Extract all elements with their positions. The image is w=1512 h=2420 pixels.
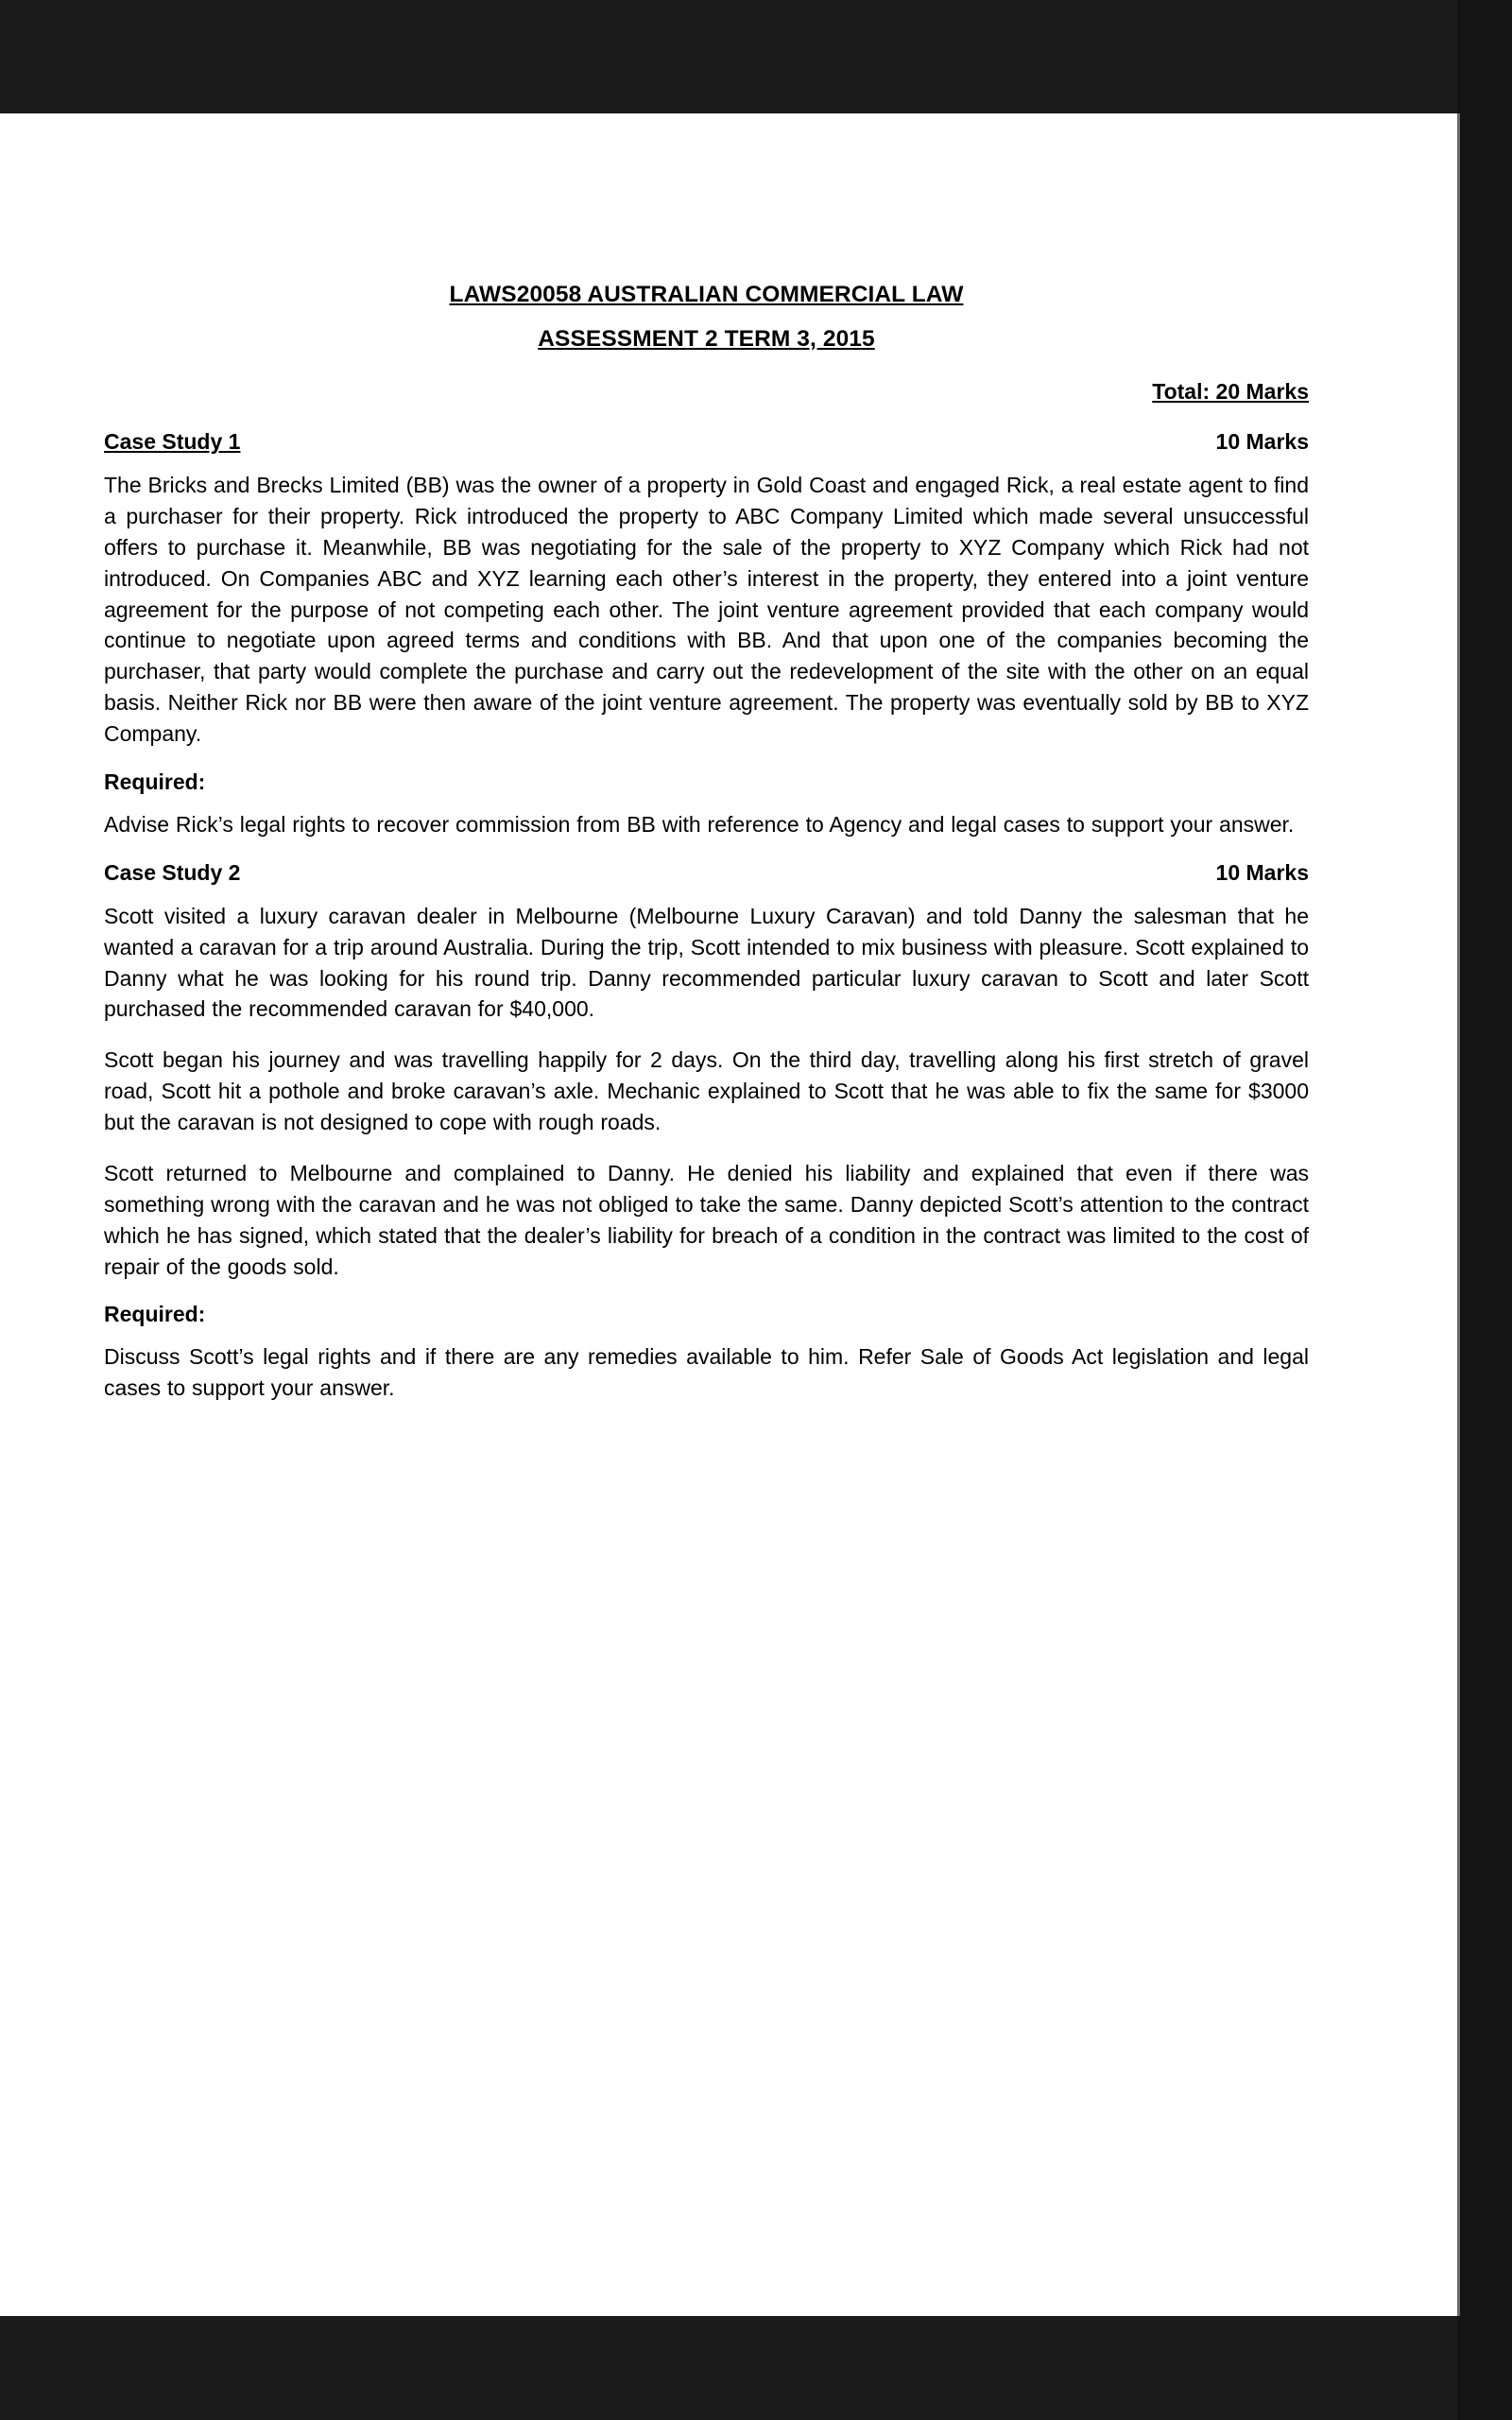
page-title: LAWS20058 AUSTRALIAN COMMERCIAL LAW <box>449 282 964 307</box>
case-study-1-marks: 10 Marks <box>1215 429 1309 454</box>
total-marks-label: Total: 20 Marks <box>1152 379 1309 404</box>
page-subtitle: ASSESSMENT 2 TERM 3, 2015 <box>538 325 875 352</box>
case-study-1-required-text: Advise Rick’s legal rights to recover commission from BB with reference to Agency and legal cases to support your answer. <box>104 811 1295 837</box>
case-study-2-required-label: Required: <box>104 1302 206 1327</box>
case-study-2-marks: 10 Marks <box>1215 859 1309 885</box>
case-study-1-label: Case Study 1 <box>104 429 241 454</box>
page-edge-shadow <box>1457 113 1460 2316</box>
case-study-1-paragraph: The Bricks and Brecks Limited (BB) was the owner of a property in Gold Coast and engaged Rick, a real estate agent to find a purchaser for their property. Rick introduced the property to ABC Company Limited which made several unsuccessful offers to purchase it. Meanwhile, BB was negotiating for the sale of the property to XYZ Company which Rick had not introduced. On Companies ABC and XYZ learning each other’s interest in the property, they entered into a joint venture agreement for the purpose of not competing each other. The joint venture agreement provided that each company would continue to negotiate upon agreed terms and conditions with BB. And that upon one of the companies becoming the purchaser, that party would complete the purchase and carry out the redevelopment of the site with the other on an equal basis. Neither Rick nor BB were then aware of the joint venture agreement. The property was eventually sold by BB to XYZ Company. <box>104 473 1309 746</box>
document-title-block <box>104 284 1309 351</box>
page-content <box>104 284 1309 1424</box>
case-study-2-paragraph-3: Scott returned to Melbourne and complained to Danny. He denied his liability and explained that even if there was something wrong with the caravan and he was not obliged to take the same. Danny depicted Scott’s attention to the contract which he has signed, which stated that the dealer’s liability for breach of a condition in the contract was limited to the cost of repair of the goods sold. <box>104 1160 1309 1279</box>
case-study-1-required-label: Required: <box>104 769 206 794</box>
case-study-2-paragraph-1: Scott visited a luxury caravan dealer in Melbourne (Melbourne Luxury Caravan) and told Danny the salesman that he wanted a caravan for a trip around Australia. During the trip, Scott intended to mix business with pleasure. Scott explained to Danny what he was looking for his round trip. Danny recommended particular luxury caravan to Scott and later Scott purchased the recommended caravan for $40,000. <box>104 903 1309 1022</box>
case-study-1-header <box>104 429 1309 455</box>
case-study-2-paragraph-2: Scott began his journey and was travelling happily for 2 days. On the third day, travelling along his first stretch of gravel road, Scott hit a pothole and broke caravan’s axle. Mechanic explained to Scott that he was able to fix the same for $3000 but the caravan is not designed to cope with rough roads. <box>104 1047 1309 1134</box>
case-study-2-required-text: Discuss Scott’s legal rights and if there are any remedies available to him. Refer Sale of Goods Act legislation and legal cases to support your answer. <box>104 1344 1309 1401</box>
case-study-2-header <box>104 860 1309 886</box>
document-page <box>0 113 1457 2316</box>
viewer-right-gutter[interactable] <box>1457 0 1512 2420</box>
case-study-2-label: Case Study 2 <box>104 859 241 885</box>
